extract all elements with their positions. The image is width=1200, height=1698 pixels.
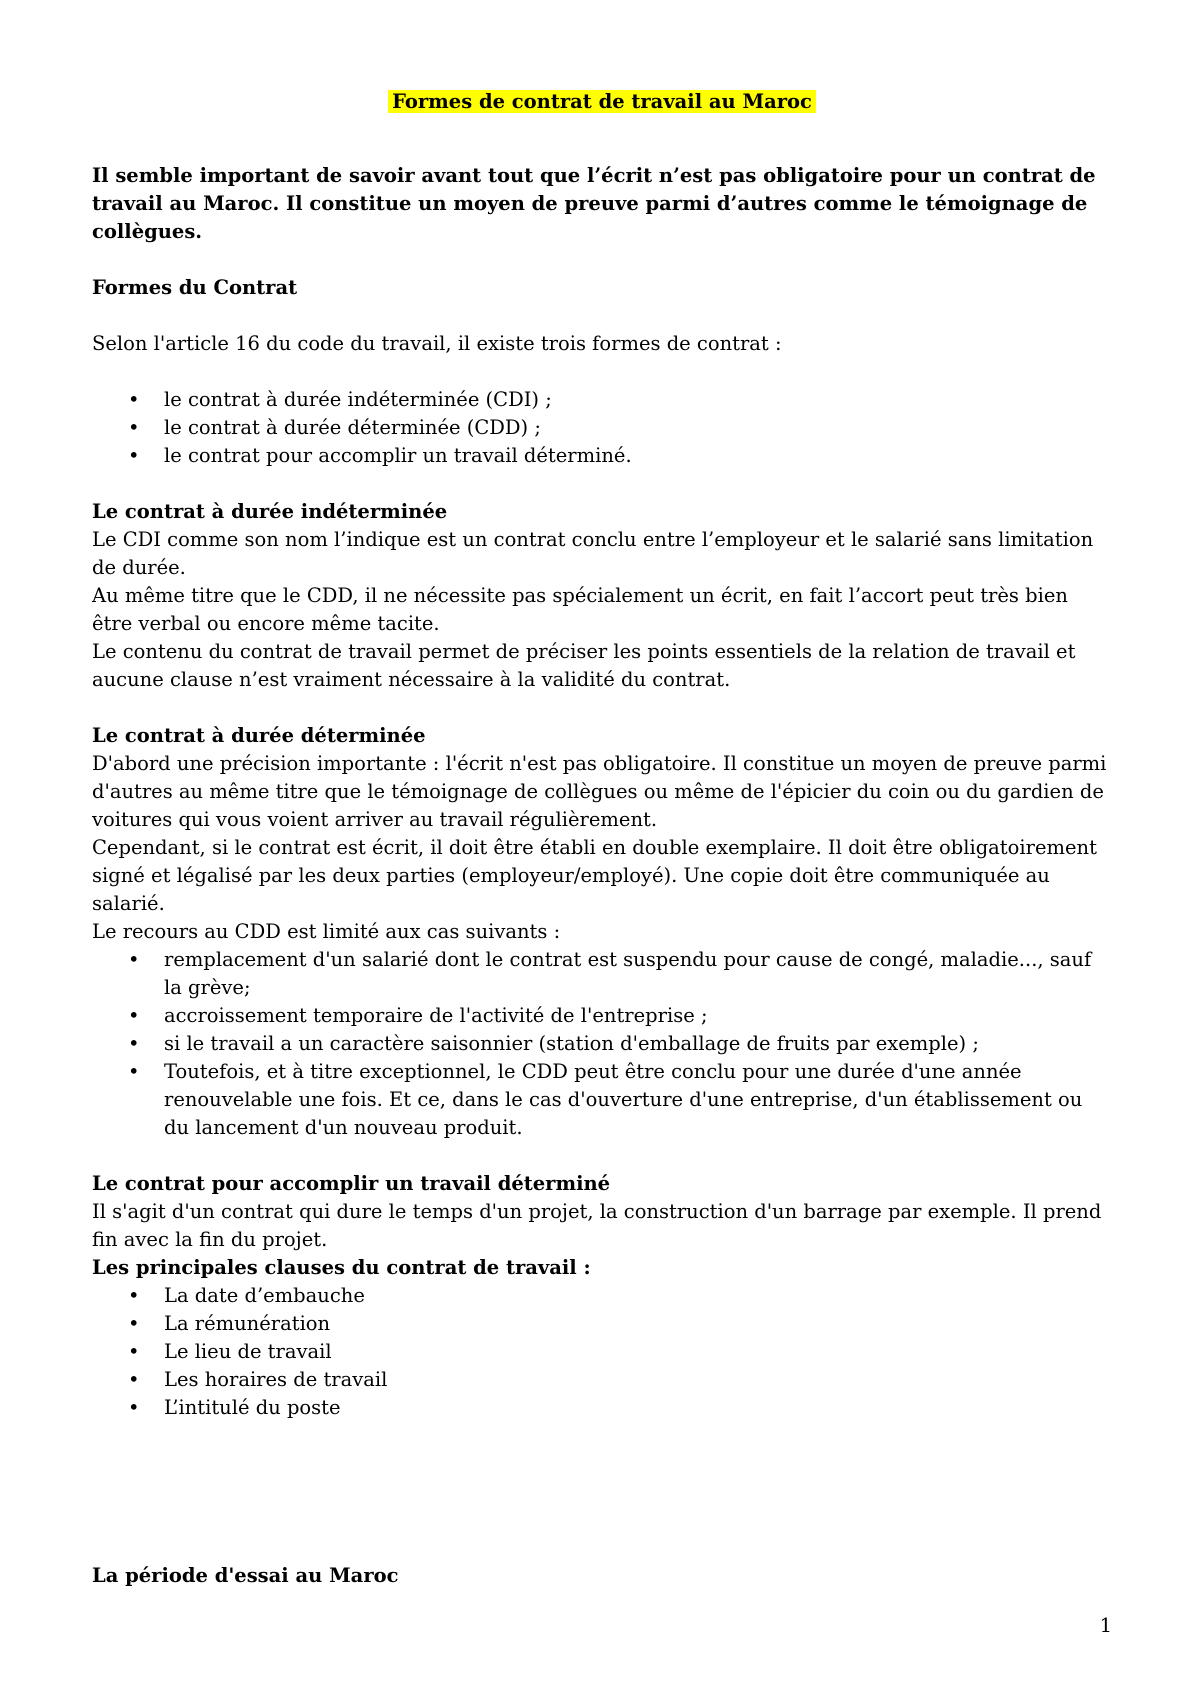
cdd-paragraph: D'abord une précision importante : l'écrit n'est pas obligatoire. Il constitue un moyen de preuve parmi d'autres au même titre que le témoignage de collègues ou même de l'épicier du coin ou du gardien de voitures qui vous voient arriver au travail régulièrement. [92,752,1107,831]
list-item: • Le lieu de travail [164,1338,1112,1366]
list-item: • remplacement d'un salarié dont le contrat est suspendu pour cause de congé, maladie..., sauf la grève; [164,946,1112,1002]
section-heading-clauses: Les principales clauses du contrat de travail : [92,1256,591,1279]
cdi-paragraph: Le contenu du contrat de travail permet de préciser les points essentiels de la relation de travail et aucune clause n’est vraiment nécessaire à la validité du contrat. [92,640,1076,691]
list-item: • La rémunération [164,1310,1112,1338]
cdd-cases-list [92,946,1112,1142]
spacer [92,358,1112,386]
forms-lead: Selon l'article 16 du code du travail, il existe trois formes de contrat : [92,332,782,355]
spacer [92,302,1112,330]
cdi-paragraph: Le CDI comme son nom l’indique est un contrat conclu entre l’employeur et le salarié sans limitation de durée. [92,528,1094,579]
spacer [92,694,1112,722]
section-heading-cdd: Le contrat à durée déterminée [92,724,426,747]
cdd-paragraph: Cependant, si le contrat est écrit, il doit être établi en double exemplaire. Il doit être obligatoirement signé et légalisé par les deux parties (employeur/employé). Une copie doit être communiquée au salarié. [92,836,1097,915]
list-item: • Toutefois, et à titre exceptionnel, le CDD peut être conclu pour une durée d'une année renouvelable une fois. Et ce, dans le cas d'ouverture d'une entreprise, d'un établissement ou du lancement d'un nouveau produit. [164,1058,1112,1142]
title-block [92,88,1112,116]
intro-paragraph: Il semble important de savoir avant tout que l’écrit n’est pas obligatoire pour un contrat de travail au Maroc. Il constitue un moyen de preuve parmi d’autres comme le témoignage de collègues. [92,164,1096,243]
section-heading-trial: La période d'essai au Maroc [92,1564,399,1587]
forms-list [92,386,1112,470]
document-page [92,88,1112,1590]
list-item: • L’intitulé du poste [164,1394,1112,1422]
list-item: • le contrat à durée déterminée (CDD) ; [164,414,1112,442]
document-title: Formes de contrat de travail au Maroc [388,90,816,113]
cdi-paragraph: Au même titre que le CDD, il ne nécessite pas spécialement un écrit, en fait l’accort peut très bien être verbal ou encore même tacite. [92,584,1068,635]
list-item: • le contrat à durée indéterminée (CDI) ; [164,386,1112,414]
spacer [92,1422,1112,1562]
spacer [92,1142,1112,1170]
list-item: • le contrat pour accomplir un travail déterminé. [164,442,1112,470]
clauses-list [92,1282,1112,1422]
section-heading-ctd: Le contrat pour accomplir un travail déterminé [92,1172,611,1195]
page-number: 1 [1099,1614,1112,1637]
cdd-paragraph: Le recours au CDD est limité aux cas suivants : [92,920,561,943]
section-heading-forms: Formes du Contrat [92,276,298,299]
list-item: • La date d’embauche [164,1282,1112,1310]
list-item: • accroissement temporaire de l'activité de l'entreprise ; [164,1002,1112,1030]
list-item: • si le travail a un caractère saisonnier (station d'emballage de fruits par exemple) ; [164,1030,1112,1058]
spacer [92,470,1112,498]
list-item: • Les horaires de travail [164,1366,1112,1394]
ctd-paragraph: Il s'agit d'un contrat qui dure le temps d'un projet, la construction d'un barrage par exemple. Il prend fin avec la fin du projet. [92,1200,1102,1251]
section-heading-cdi: Le contrat à durée indéterminée [92,500,448,523]
